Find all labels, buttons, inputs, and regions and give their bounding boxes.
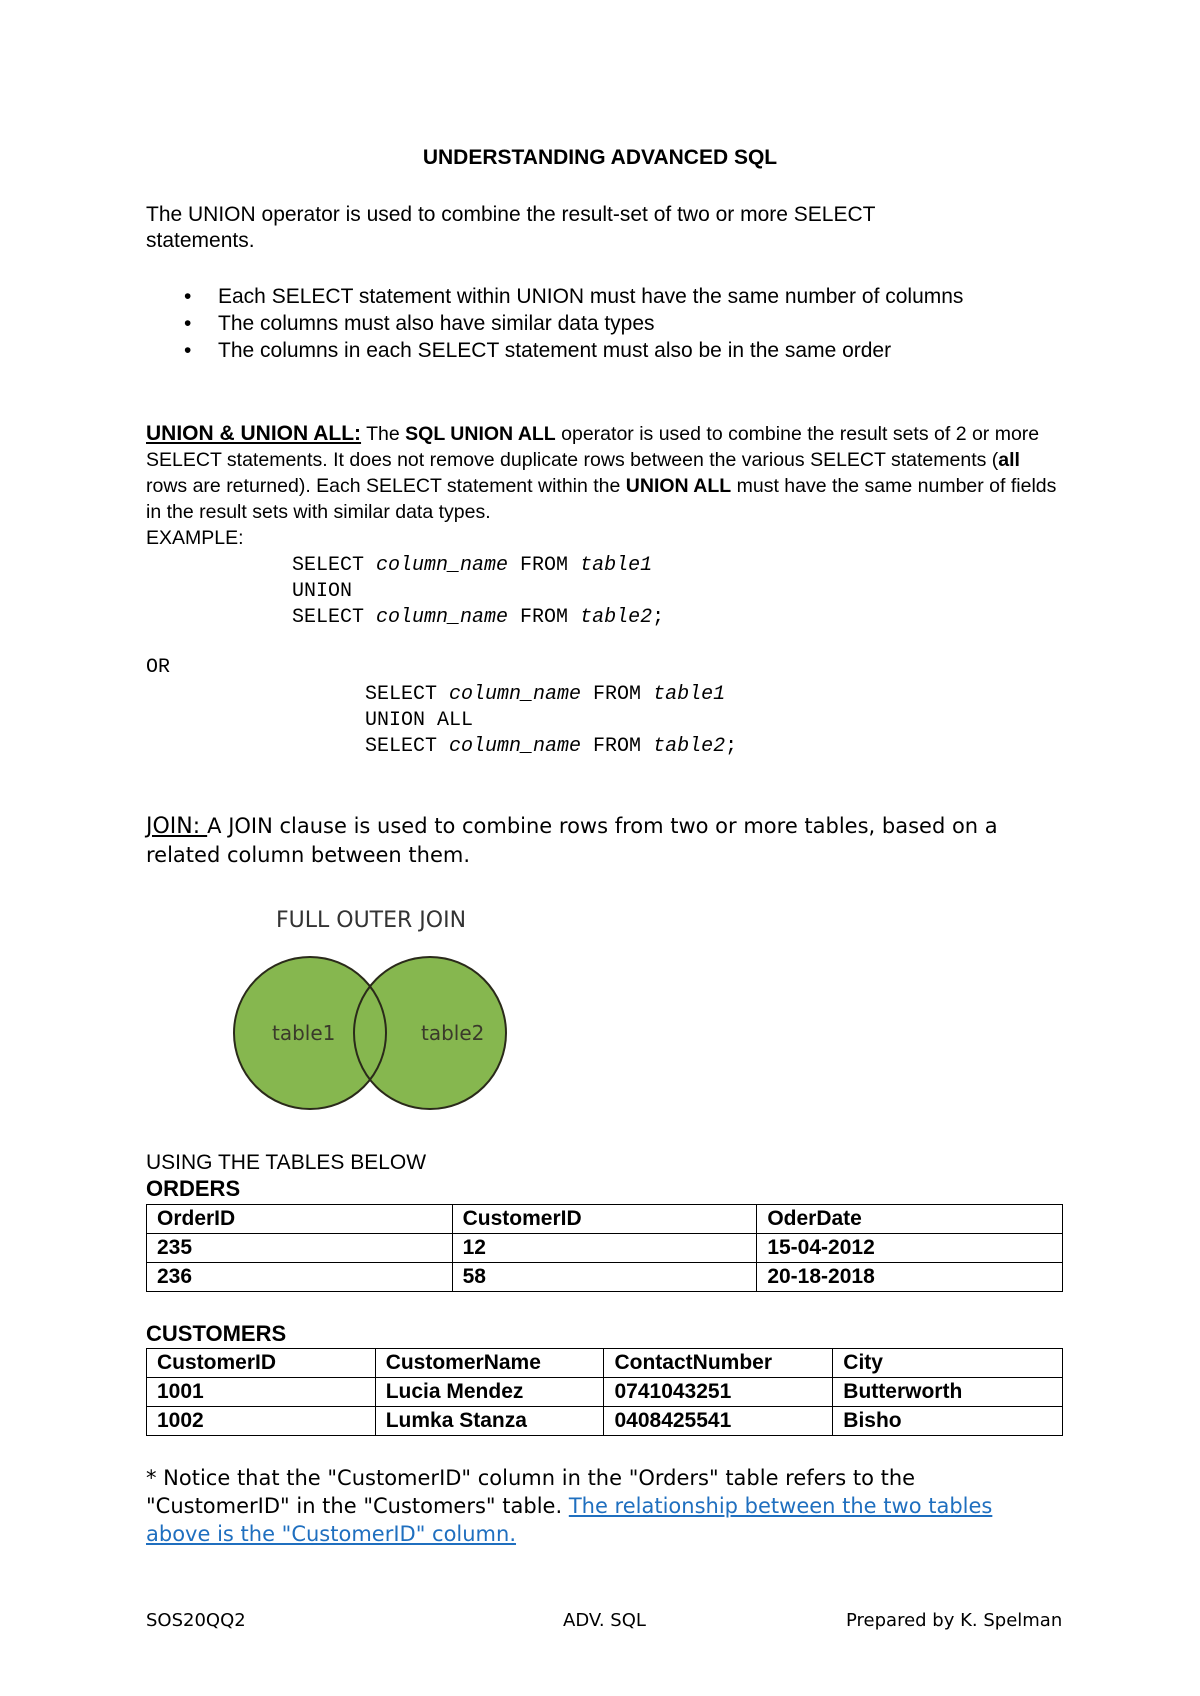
intro-paragraph: The UNION operator is used to combine the result-set of two or more SELECT statements. (146, 203, 876, 252)
table-cell: 58 (452, 1263, 757, 1292)
table-cell: 0408425541 (604, 1407, 833, 1436)
table-header-cell: CustomerName (375, 1349, 604, 1378)
notice-paragraph: * Notice that the "CustomerID" column in the "Orders" table refers to the "CustomerID" in the "Customers" table. The relationship between the two tables above is the "CustomerID" column. (146, 1466, 993, 1546)
venn-title: FULL OUTER JOIN (276, 908, 467, 933)
relationship-link[interactable]: The relationship between the two tables above is the "CustomerID" column. (146, 1494, 993, 1546)
using-tables-label: USING THE TABLES BELOW (146, 1151, 427, 1174)
table-header-cell: ContactNumber (604, 1349, 833, 1378)
list-item: • Each SELECT statement within UNION must have the same number of columns (184, 285, 964, 308)
table-cell: 235 (147, 1234, 453, 1263)
table-header-cell: OrderID (147, 1205, 453, 1234)
footer-course-code: SOS20QQ2 (146, 1610, 246, 1631)
table-cell: 236 (147, 1263, 453, 1292)
footer-author: Prepared by K. Spelman (846, 1610, 1063, 1631)
table-row (147, 1234, 1063, 1263)
venn-left-label: table1 (272, 1021, 336, 1045)
table-row (147, 1263, 1063, 1292)
union-heading: UNION & UNION ALL: (146, 422, 362, 445)
table-row (147, 1378, 1063, 1407)
page-title: UNDERSTANDING ADVANCED SQL (422, 146, 778, 169)
code-example-union: SELECT column_name FROM table1 UNION SELECT column_name FROM table2; (292, 554, 665, 629)
table-header-cell: CustomerID (147, 1349, 376, 1378)
footer-subject: ADV. SQL (563, 1610, 646, 1631)
customers-table (146, 1348, 1063, 1436)
join-section: JOIN: A JOIN clause is used to combine rows from two or more tables, based on a related column between them. (146, 814, 998, 867)
table-header-cell: CustomerID (452, 1205, 757, 1234)
table-header-row (147, 1349, 1063, 1378)
venn-right-label: table2 (421, 1021, 485, 1045)
table-cell: 15-04-2012 (757, 1234, 1063, 1263)
table-cell: 0741043251 (604, 1378, 833, 1407)
full-outer-join-venn-diagram (215, 900, 535, 1130)
table-header-row (147, 1205, 1063, 1234)
bullet-icon: • (184, 339, 192, 362)
union-section: UNION & UNION ALL: The SQL UNION ALL operator is used to combine the result sets of 2 or more SELECT statements. It does not remove duplicate rows between the various SELECT statements (all rows are returned). Each SELECT statement within the UNION ALL must have the same number of fields in the result sets with similar data types. EXAMPLE: (146, 422, 1057, 549)
list-item: • The columns must also have similar data types (184, 312, 655, 335)
orders-table (146, 1204, 1063, 1292)
join-heading: JOIN: (146, 814, 208, 839)
table-cell: 1001 (147, 1378, 376, 1407)
table-cell: 12 (452, 1234, 757, 1263)
customers-table-label: CUSTOMERS (146, 1321, 287, 1346)
orders-table-label: ORDERS (146, 1176, 241, 1201)
example-label: EXAMPLE: (146, 527, 244, 549)
or-label: OR (146, 656, 171, 679)
code-example-union-all: SELECT column_name FROM table1 UNION ALL SELECT column_name FROM table2; (365, 683, 738, 758)
table-cell: Lumka Stanza (375, 1407, 604, 1436)
table-cell: Lucia Mendez (375, 1378, 604, 1407)
table-cell: 1002 (147, 1407, 376, 1436)
table-row (147, 1407, 1063, 1436)
table-header-cell: City (833, 1349, 1063, 1378)
bullet-icon: • (184, 285, 192, 308)
table-cell: Bisho (833, 1407, 1063, 1436)
table-cell: Butterworth (833, 1378, 1063, 1407)
bullet-list (146, 283, 1066, 364)
table-cell: 20-18-2018 (757, 1263, 1063, 1292)
bullet-icon: • (184, 312, 192, 335)
table-header-cell: OderDate (757, 1205, 1063, 1234)
list-item: • The columns in each SELECT statement must also be in the same order (184, 339, 892, 362)
